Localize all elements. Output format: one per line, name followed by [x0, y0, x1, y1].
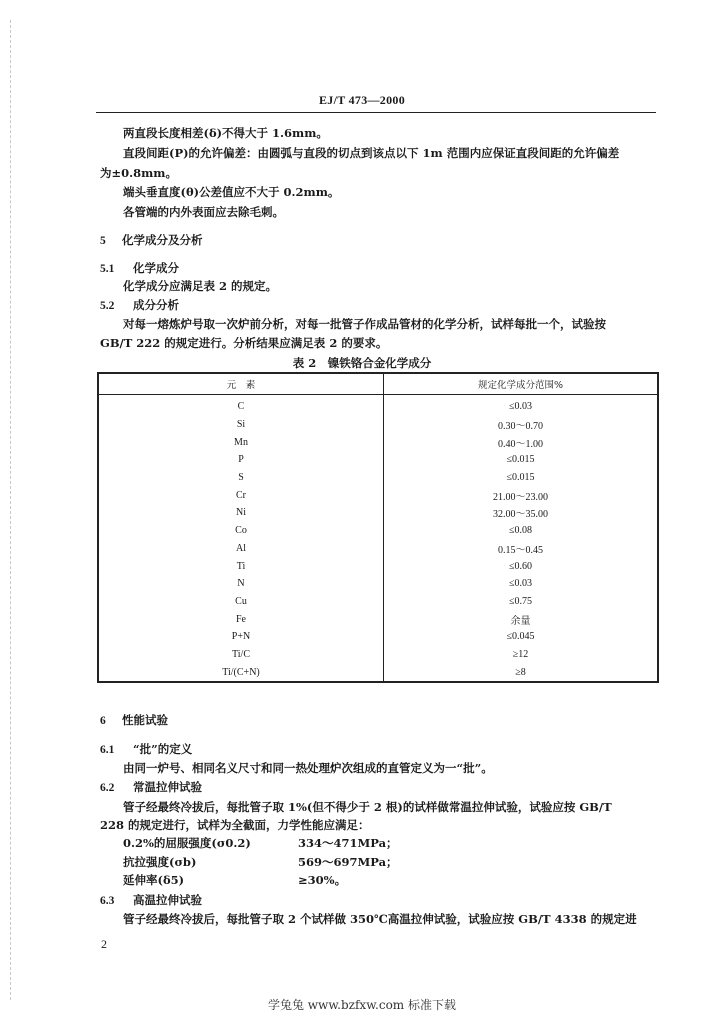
- range-cell: ≥8: [515, 666, 526, 678]
- table-row: [98, 451, 658, 469]
- range-cell: 0.15～0.45: [498, 544, 543, 556]
- section-6-2-text-line-1: 管子经最终冷拔后，每批管子取 1%(但不得少于 2 根)的试样做常温拉伸试验，试验应按 GB/T: [123, 800, 612, 814]
- section-5-2-number: 5.2: [100, 300, 115, 312]
- section-5-1-text: 化学成分应满足表 2 的规定。: [123, 279, 278, 293]
- section-6-1-heading: [100, 742, 192, 757]
- section-6-2-number: 6.2: [100, 782, 115, 794]
- section-6-3-heading: [100, 893, 202, 908]
- range-cell: 21.00～23.00: [493, 491, 548, 503]
- header-rule: [96, 112, 656, 113]
- section-6-number: 6: [100, 715, 106, 727]
- range-cell: 0.30～0.70: [498, 421, 543, 433]
- section-6-3-title: 高温拉伸试验: [133, 893, 202, 907]
- element-cell: Ti: [98, 557, 384, 575]
- page-number: 2: [101, 937, 107, 951]
- table-row: [98, 486, 658, 504]
- table-row: [98, 663, 658, 682]
- element-cell: N: [98, 575, 384, 593]
- section-6-2-text-line-2: 228 的规定进行，试样为全截面，力学性能应满足：: [100, 818, 370, 832]
- table-row: [98, 395, 658, 416]
- range-cell: ≤0.60: [509, 560, 532, 572]
- section-6-title: 性能试验: [122, 713, 168, 727]
- element-cell: Al: [98, 540, 384, 558]
- section-5-2-heading: [100, 298, 179, 313]
- section-5-heading: [100, 233, 203, 248]
- section-5-1-title: 化学成分: [133, 261, 179, 275]
- element-cell: Co: [98, 522, 384, 540]
- table-row: [98, 522, 658, 540]
- element-cell: Ni: [98, 504, 384, 522]
- range-cell: ≤0.08: [509, 525, 532, 537]
- range-cell: ≤0.045: [506, 631, 535, 643]
- column-header-element: 元 素: [98, 373, 384, 395]
- range-cell: 32.00～35.00: [493, 509, 548, 521]
- elongation-value: ≥30%。: [298, 873, 347, 887]
- section-6-2-title: 常温拉伸试验: [133, 780, 202, 794]
- section-6-2-heading: [100, 780, 202, 795]
- section-5-2-text-line-2: GB/T 222 的规定进行。分析结果应满足表 2 的要求。: [100, 336, 388, 350]
- range-cell: ≤0.015: [506, 472, 535, 484]
- range-cell: ≤0.75: [509, 595, 532, 607]
- section-5-title: 化学成分及分析: [122, 233, 203, 247]
- table-row: [98, 593, 658, 611]
- table-2-caption: 表 2 镍铁铬合金化学成分: [292, 356, 432, 370]
- element-cell: S: [98, 469, 384, 487]
- table-row: [98, 646, 658, 664]
- section-6-3-number: 6.3: [100, 895, 115, 907]
- page-header: EJ/T 473—2000: [318, 93, 406, 107]
- intro-line-4: 端头垂直度(θ)公差值应不大于 0.2mm。: [123, 185, 340, 199]
- tensile-strength-label: 抗拉强度(σb): [123, 855, 197, 869]
- table-row: [98, 416, 658, 434]
- binding-line: [10, 20, 11, 1000]
- range-cell: 余量: [510, 615, 531, 627]
- yield-strength-value: 334～471MPa；: [298, 836, 398, 850]
- table-row: [98, 504, 658, 522]
- download-site-footer: 学兔兔 www.bzfxw.com 标准下载: [267, 998, 457, 1012]
- element-cell: Cr: [98, 486, 384, 504]
- section-5-1-number: 5.1: [100, 263, 115, 275]
- range-cell: 0.40～1.00: [498, 438, 543, 450]
- range-cell: ≥12: [512, 648, 529, 660]
- table-row: [98, 540, 658, 558]
- section-6-heading: [100, 713, 168, 728]
- intro-line-2: 直段间距(P)的允许偏差：由圆弧与直段的切点到该点以下 1m 范围内应保证直段间距的允许偏差: [123, 146, 620, 160]
- range-cell: ≤0.03: [509, 401, 532, 413]
- column-header-range: 规定化学成分范围%: [384, 373, 659, 395]
- intro-line-3: 为±0.8mm。: [100, 166, 177, 180]
- intro-line-5: 各管端的内外表面应去除毛刺。: [123, 205, 284, 219]
- element-cell: P+N: [98, 628, 384, 646]
- elongation-label: 延伸率(δ5): [123, 873, 185, 887]
- element-cell: Ti/(C+N): [98, 663, 384, 682]
- table-row: [98, 575, 658, 593]
- table-row: [98, 610, 658, 628]
- range-cell: ≤0.015: [506, 454, 535, 466]
- element-cell: Cu: [98, 593, 384, 611]
- element-cell: Si: [98, 416, 384, 434]
- tensile-strength-value: 569～697MPa；: [298, 855, 398, 869]
- element-cell: Ti/C: [98, 646, 384, 664]
- section-5-1-heading: [100, 261, 179, 276]
- chemical-composition-table: [97, 372, 659, 683]
- section-5-2-text-line-1: 对每一熔炼炉号取一次炉前分析，对每一批管子作成品管材的化学分析，试样每批一个，试验按: [123, 317, 606, 331]
- element-cell: P: [98, 451, 384, 469]
- section-6-3-text: 管子经最终冷拔后，每批管子取 2 个试样做 350℃高温拉伸试验，试验应按 GB/T 4338 的规定进: [123, 912, 637, 926]
- table-row: [98, 433, 658, 451]
- element-cell: Mn: [98, 433, 384, 451]
- element-cell: Fe: [98, 610, 384, 628]
- section-6-1-title: “批”的定义: [133, 742, 193, 756]
- table-row: [98, 628, 658, 646]
- section-5-number: 5: [100, 235, 106, 247]
- table-header-row: [98, 373, 658, 395]
- intro-line-1: 两直段长度相差(δ)不得大于 1.6mm。: [123, 126, 328, 140]
- section-6-1-number: 6.1: [100, 744, 115, 756]
- range-cell: ≤0.03: [509, 578, 532, 590]
- element-cell: C: [98, 395, 384, 416]
- yield-strength-label: 0.2%的屈服强度(σ0.2): [123, 836, 251, 850]
- section-5-2-title: 成分分析: [133, 298, 179, 312]
- section-6-1-text: 由同一炉号、相同名义尺寸和同一热处理炉次组成的直管定义为一“批”。: [123, 761, 493, 775]
- table-row: [98, 557, 658, 575]
- table-row: [98, 469, 658, 487]
